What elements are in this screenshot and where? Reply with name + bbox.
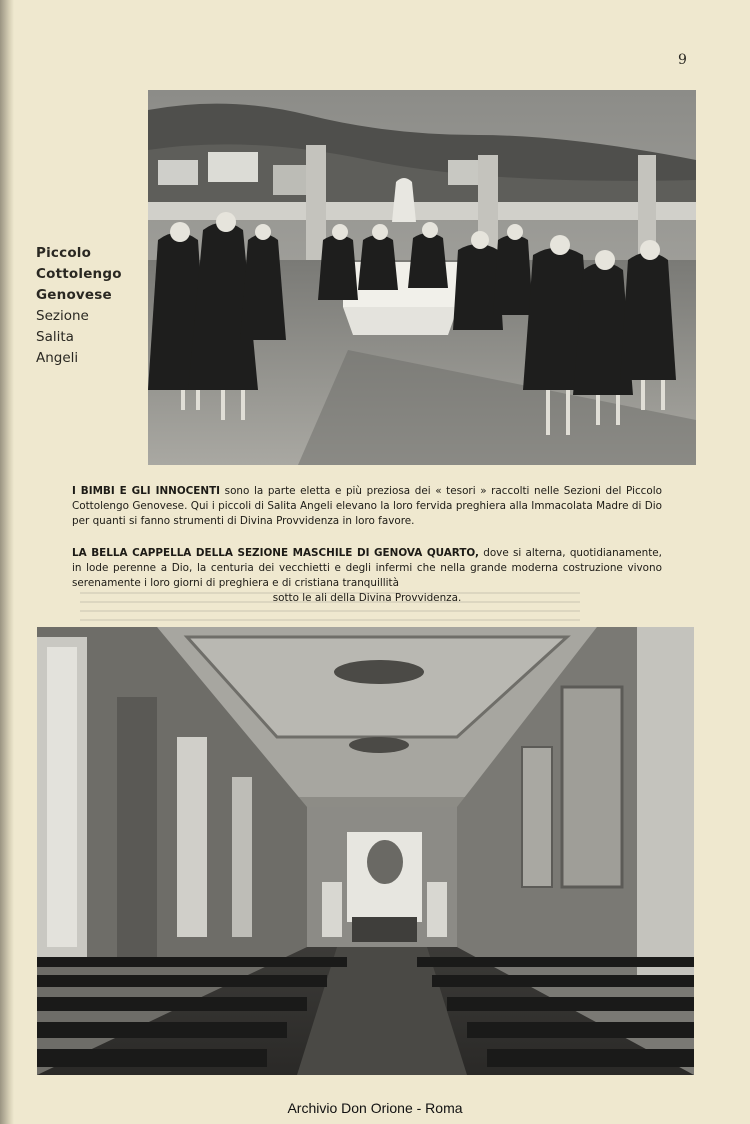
caption-subtitle-line-3: Angeli	[36, 350, 79, 366]
caption-subtitle-line-2: Salita	[36, 329, 74, 345]
photo-chapel-illustration	[37, 627, 694, 1075]
photo-children-praying	[148, 90, 696, 465]
show-through-ink	[80, 592, 580, 622]
page-number: 9	[678, 52, 687, 68]
photo-chapel-interior	[37, 627, 694, 1075]
paragraph-2-body: dove si alterna, quotidianamente, in lode perenne a Dio, la centuria dei vecchietti e degli infermi che nella grande moderna costruzione vivono serenamente i loro giorni di preghiera e di cristiana tranquillità	[72, 547, 662, 589]
archive-footer: Archivio Don Orione - Roma	[287, 1100, 463, 1116]
paragraph-1-body: sono la parte eletta e più preziosa dei « tesori » raccolti nelle Sezioni del Piccolo Cottolengo Genovese. Qui i piccoli di Salita Angeli elevano la loro fervida preghiera alla Immacolata Madre di Dio per quanti si fanno strumenti di Divina Provvidenza in loro favore.	[72, 485, 662, 527]
paragraph-1-lead: I BIMBI E GLI INNOCENTI	[72, 485, 221, 497]
paragraph-2-last-line: sotto le ali della Divina Provvidenza.	[272, 592, 462, 604]
paragraph-2-lead: LA BELLA CAPPELLA DELLA SEZIONE MASCHILE DI GENOVA QUARTO,	[72, 547, 479, 559]
caption-paragraph-children	[72, 484, 662, 529]
caption-title-line-3: Genovese	[36, 287, 112, 303]
page-binding-shadow	[0, 0, 14, 1124]
caption-title-line-1: Piccolo	[36, 245, 92, 261]
photo-children-illustration	[148, 90, 696, 465]
side-caption	[36, 243, 146, 369]
caption-title-line-2: Cottolengo	[36, 266, 122, 282]
caption-subtitle-line-1: Sezione	[36, 308, 89, 324]
